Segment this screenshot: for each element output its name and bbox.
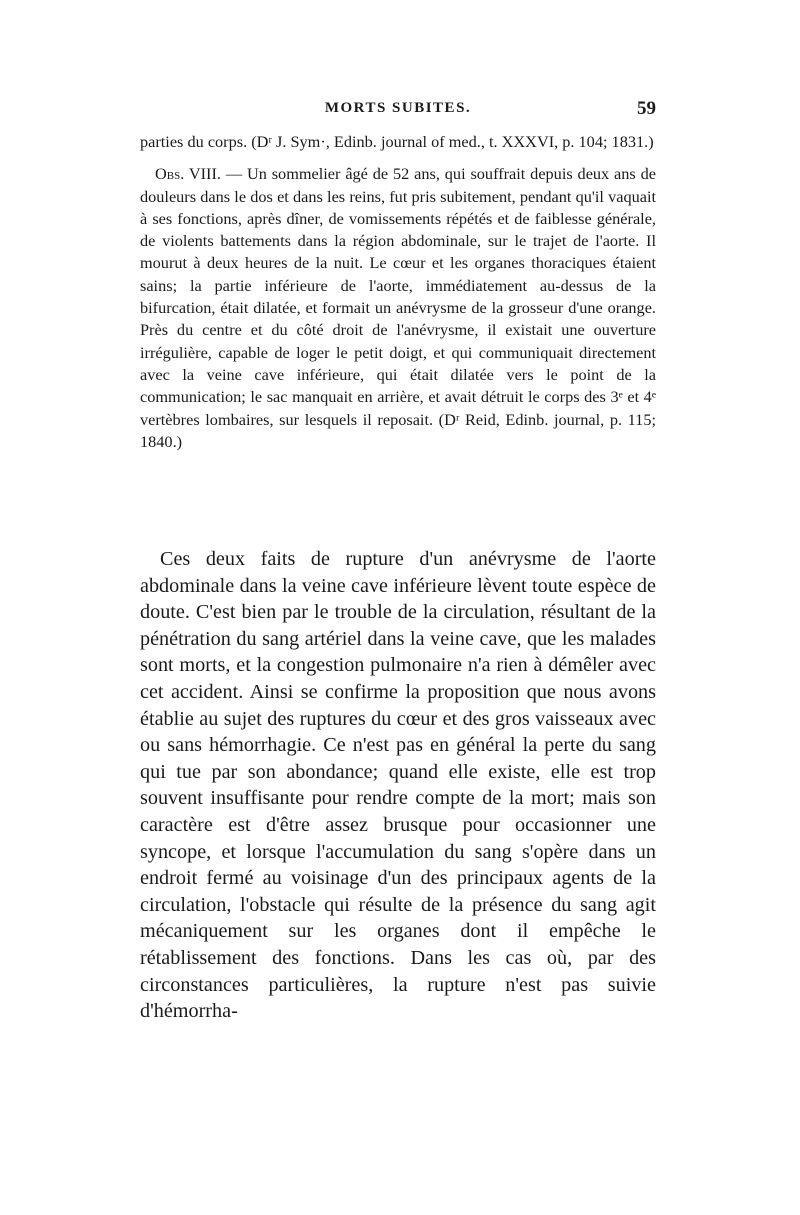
observation-text: — Un sommelier âgé de 52 ans, qui souffrait depuis deux ans de douleurs dans le dos et dans les reins, fut pris subitement, pendant qu'il vaquait à ses fonctions, après dîner, de vomissements répétés et de faiblesse générale, de violents battements dans la région abdominale, sur le trajet de l'aorte. Il mourut à deux heures de la nuit. Le cœur et les organes thoraciques étaient sains; la partie inférieure de l'aorte, immédiatement au-dessus de la bifurcation, était dilatée, et formait un anévrysme de la grosseur d'une orange. Près du centre et du côté droit de l'anévrysme, il existait une ouverture irrégulière, capable de loger le petit doigt, et qui communiquait directement avec la veine cave inférieure, qui était dilatée vers le point de la communication; le sac manquait en arrière, et avait détruit le corps des 3ᵉ et 4ᵉ vertèbres lombaires, sur lesquels il reposait. (Dʳ Reid, Edinb. journal, p. 115; 1840.) bbox=[140, 164, 656, 451]
observation-note bbox=[140, 131, 656, 453]
page-number: 59 bbox=[637, 98, 656, 119]
running-title: MORTS SUBITES. bbox=[324, 100, 472, 116]
page-header bbox=[140, 98, 656, 122]
note-continuation: parties du corps. (Dʳ J. Sym·, Edinb. journal of med., t. XXXVI, p. 104; 1831.) bbox=[140, 132, 654, 151]
main-paragraph: Ces deux faits de rupture d'un anévrysme de l'aorte abdominale dans la veine cave inférieure lèvent toute espèce de doute. C'est bien par le trouble de la circulation, résultant de la pénétration du sang artériel dans la veine cave, que les malades sont morts, et la congestion pulmonaire n'a rien à démêler avec cet accident. Ainsi se confirme la proposition que nous avons établie au sujet des ruptures du cœur et des gros vaisseaux avec ou sans hémorrhagie. Ce n'est pas en général la perte du sang qui tue par son abondance; quand elle existe, elle est trop souvent insuffisante pour rendre compte de la mort; mais son caractère est d'être assez brusque pour occasionner une syncope, et lorsque l'accumulation du sang s'opère dans un endroit fermé au voisinage d'un des principaux agents de la circulation, l'obstacle qui résulte de la présence du sang agit mécaniquement sur les organes dont il empêche le rétablissement des fonctions. Dans les cas où, par des circonstances particulières, la rupture n'est pas suivie d'hémorrha- bbox=[140, 548, 656, 1023]
observation-paragraph bbox=[140, 163, 656, 453]
main-text bbox=[140, 546, 656, 1025]
observation-label: Obs. VIII. bbox=[155, 164, 221, 184]
